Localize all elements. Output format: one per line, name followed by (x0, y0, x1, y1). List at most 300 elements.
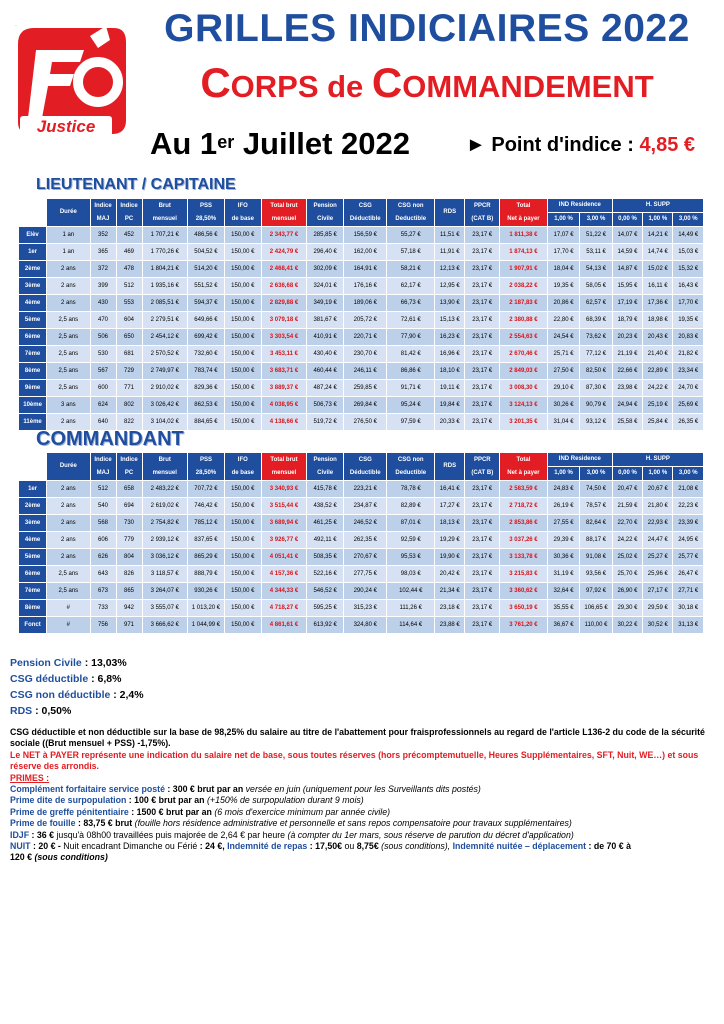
table-cell: 372 (90, 261, 116, 278)
lieutenant-header-csg-non: CSG non Deductible (387, 199, 435, 227)
table-cell: 1 an (47, 227, 90, 244)
table-cell: 23,17 € (465, 498, 500, 515)
table-cell: 259,85 € (344, 380, 387, 397)
table-cell: 276,50 € (344, 414, 387, 431)
commandant-corner (19, 453, 47, 481)
table-cell: 19,90 € (435, 549, 465, 566)
table-cell: 365 (90, 244, 116, 261)
table-cell: 23,17 € (465, 583, 500, 600)
table-cell: 2 853,86 € (500, 515, 548, 532)
table-cell: 3 650,19 € (500, 600, 548, 617)
commandant-header-indice-maj: Indice MAJ (90, 453, 116, 481)
table-cell: 884,65 € (188, 414, 225, 431)
table-cell: 826 (116, 566, 142, 583)
table-cell: 30,36 € (547, 549, 580, 566)
table-cell: 11,51 € (435, 227, 465, 244)
table-cell: 17,19 € (612, 295, 642, 312)
table-cell: 290,24 € (344, 583, 387, 600)
table-cell: 53,11 € (580, 244, 613, 261)
table-cell: 594,37 € (188, 295, 225, 312)
commandant-header-h1: 1,00 % (643, 467, 673, 481)
logo-fo-text: FO (15, 26, 17, 27)
commandant-header-duree: Durée (47, 453, 90, 481)
table-cell: 2 ans (47, 532, 90, 549)
table-row (19, 380, 704, 397)
table-cell: 802 (116, 397, 142, 414)
table-cell: 93,56 € (580, 566, 613, 583)
table-cell: 25,84 € (643, 414, 673, 431)
table-cell: 553 (116, 295, 142, 312)
table-cell: 26,90 € (612, 583, 642, 600)
table-cell: 30,52 € (643, 617, 673, 634)
table-cell: 20,67 € (643, 481, 673, 498)
commandant-header-res3: 3,00 % (580, 467, 613, 481)
lieutenant-header-csg: CSG Déductible (344, 199, 387, 227)
lieutenant-grid-table (18, 198, 704, 431)
commandant-header-ifo: IFO de base (224, 453, 261, 481)
prime-surpopulation: Prime dite de surpopulation : 100 € brut par an (+150% de surpopulation durant 9 mois) (10, 795, 364, 806)
commandant-header-csg-non: CSG non Deductible (387, 453, 435, 481)
table-cell: 82,50 € (580, 363, 613, 380)
table-cell: 3 201,35 € (500, 414, 548, 431)
table-cell: 15,02 € (643, 261, 673, 278)
table-cell: 18,04 € (547, 261, 580, 278)
table-cell: 729 (116, 363, 142, 380)
lieutenant-header-total-net: Total Net à payer (500, 199, 548, 227)
table-cell: # (47, 617, 90, 634)
table-cell: 730 (116, 515, 142, 532)
table-cell: 150,00 € (224, 346, 261, 363)
commandant-header-csg: CSG Déductible (344, 453, 387, 481)
table-cell: 23,17 € (465, 532, 500, 549)
commandant-header-ind-res: IND Residence (547, 453, 612, 467)
table-cell: 30,18 € (673, 600, 704, 617)
table-cell: 551,52 € (188, 278, 225, 295)
table-cell: 23,34 € (673, 363, 704, 380)
table-cell: 77,90 € (387, 329, 435, 346)
table-row (19, 261, 704, 278)
table-cell: 25,96 € (643, 566, 673, 583)
table-cell: 31,04 € (547, 414, 580, 431)
table-cell: 732,60 € (188, 346, 225, 363)
table-cell: 19,35 € (547, 278, 580, 295)
table-cell: 23,17 € (465, 397, 500, 414)
table-cell: 26,47 € (673, 566, 704, 583)
lieutenant-header-ppcr: PPCR (CAT B) (465, 199, 500, 227)
lieutenant-header-indice-maj: Indice MAJ (90, 199, 116, 227)
table-cell: 699,42 € (188, 329, 225, 346)
table-cell: 150,00 € (224, 329, 261, 346)
table-cell: 2 ans (47, 498, 90, 515)
table-cell: 21,34 € (435, 583, 465, 600)
table-row (19, 617, 704, 634)
table-cell: 804 (116, 549, 142, 566)
lieutenant-header-h3: 3,00 % (673, 213, 704, 227)
table-cell: 3 761,20 € (500, 617, 548, 634)
table-cell: 19,84 € (435, 397, 465, 414)
row-label: 8ème (19, 363, 47, 380)
table-cell: 74,50 € (580, 481, 613, 498)
table-cell: 1 707,21 € (142, 227, 188, 244)
lieutenant-header-brut: Brut mensuel (142, 199, 188, 227)
table-cell: 24,54 € (547, 329, 580, 346)
table-cell: 22,66 € (612, 363, 642, 380)
table-cell: 733 (90, 600, 116, 617)
table-cell: 478 (116, 261, 142, 278)
table-cell: 150,00 € (224, 481, 261, 498)
table-cell: 23,17 € (465, 481, 500, 498)
table-cell: 150,00 € (224, 363, 261, 380)
table-cell: 2 187,83 € (500, 295, 548, 312)
table-cell: 82,64 € (580, 515, 613, 532)
table-row (19, 295, 704, 312)
table-cell: 150,00 € (224, 397, 261, 414)
table-cell: 20,47 € (612, 481, 642, 498)
commandant-header-pss: PSS 28,50% (188, 453, 225, 481)
table-cell: 3 689,94 € (261, 515, 307, 532)
table-cell: 324,01 € (307, 278, 344, 295)
table-cell: 4 051,41 € (261, 549, 307, 566)
table-cell: 156,59 € (344, 227, 387, 244)
table-cell: 2 583,59 € (500, 481, 548, 498)
table-cell: 302,09 € (307, 261, 344, 278)
table-cell: 461,25 € (307, 515, 344, 532)
table-cell: 205,72 € (344, 312, 387, 329)
table-cell: 2 636,68 € (261, 278, 307, 295)
table-cell: 15,03 € (673, 244, 704, 261)
table-cell: 114,64 € (387, 617, 435, 634)
table-cell: 32,64 € (547, 583, 580, 600)
table-cell: 519,72 € (307, 414, 344, 431)
table-cell: 111,26 € (387, 600, 435, 617)
table-cell: 2 ans (47, 278, 90, 295)
table-cell: 16,43 € (673, 278, 704, 295)
table-cell: 595,25 € (307, 600, 344, 617)
row-label: 5ème (19, 312, 47, 329)
row-label: 2ème (19, 498, 47, 515)
table-cell: 78,78 € (387, 481, 435, 498)
lieutenant-corner (19, 199, 47, 227)
table-cell: 57,18 € (387, 244, 435, 261)
row-label: 11ème (19, 414, 47, 431)
table-cell: 189,06 € (344, 295, 387, 312)
table-row (19, 532, 704, 549)
table-cell: 888,79 € (188, 566, 225, 583)
commandant-header-total-brut: Total brut mensuel (261, 453, 307, 481)
table-cell: 783,74 € (188, 363, 225, 380)
table-row (19, 600, 704, 617)
table-cell: 2 570,52 € (142, 346, 188, 363)
table-cell: 324,80 € (344, 617, 387, 634)
row-label: 4ème (19, 295, 47, 312)
table-cell: 23,98 € (612, 380, 642, 397)
table-cell: 399 (90, 278, 116, 295)
table-cell: 23,17 € (465, 278, 500, 295)
table-cell: 220,71 € (344, 329, 387, 346)
table-cell: 2 619,02 € (142, 498, 188, 515)
table-cell: 102,44 € (387, 583, 435, 600)
commandant-header-h0: 0,00 % (612, 467, 642, 481)
table-cell: 25,58 € (612, 414, 642, 431)
table-cell: 865 (116, 583, 142, 600)
table-cell: 164,91 € (344, 261, 387, 278)
table-cell: 643 (90, 566, 116, 583)
table-cell: 73,62 € (580, 329, 613, 346)
table-cell: 3 264,07 € (142, 583, 188, 600)
primes-heading: PRIMES : (10, 772, 50, 783)
table-row (19, 498, 704, 515)
commandant-header-pension: Pension Civile (307, 453, 344, 481)
table-row (19, 227, 704, 244)
table-cell: 54,13 € (580, 261, 613, 278)
table-cell: 14,74 € (643, 244, 673, 261)
contribution-rates: Pension Civile : 13,03% CSG déductible : 6,8% CSG non déductible : 2,4% RDS : 0,50% (10, 657, 144, 717)
table-cell: 15,95 € (612, 278, 642, 295)
table-cell: 4 861,61 € (261, 617, 307, 634)
table-cell: 23,17 € (465, 346, 500, 363)
table-cell: 92,59 € (387, 532, 435, 549)
table-cell: 2 554,63 € (500, 329, 548, 346)
table-cell: 2 279,51 € (142, 312, 188, 329)
table-cell: 2 ans (47, 295, 90, 312)
table-cell: 21,40 € (643, 346, 673, 363)
table-cell: 15,13 € (435, 312, 465, 329)
table-cell: 649,66 € (188, 312, 225, 329)
table-cell: 512 (90, 481, 116, 498)
table-cell: 2 939,12 € (142, 532, 188, 549)
section-title-lieutenant: LIEUTENANT / CAPITAINE (36, 176, 236, 193)
table-cell: 18,10 € (435, 363, 465, 380)
table-cell: 19,29 € (435, 532, 465, 549)
table-cell: 110,00 € (580, 617, 613, 634)
table-cell: 91,08 € (580, 549, 613, 566)
table-cell: 508,35 € (307, 549, 344, 566)
row-label: Fonct (19, 617, 47, 634)
table-cell: 506 (90, 329, 116, 346)
table-cell: 530 (90, 346, 116, 363)
table-cell: 285,85 € (307, 227, 344, 244)
table-cell: 35,55 € (547, 600, 580, 617)
effective-date: Au 1er Juillet 2022 (150, 126, 410, 161)
table-cell: 352 (90, 227, 116, 244)
table-cell: 746,42 € (188, 498, 225, 515)
table-cell: 246,52 € (344, 515, 387, 532)
table-cell: 58,21 € (387, 261, 435, 278)
table-row (19, 312, 704, 329)
table-cell: 21,82 € (673, 346, 704, 363)
table-cell: 20,42 € (435, 566, 465, 583)
table-cell: 12,95 € (435, 278, 465, 295)
table-cell: 23,17 € (465, 295, 500, 312)
fo-justice-logo (14, 22, 128, 140)
table-cell: 1 770,26 € (142, 244, 188, 261)
table-cell: 681 (116, 346, 142, 363)
table-cell: 3 026,42 € (142, 397, 188, 414)
table-cell: 20,33 € (435, 414, 465, 431)
table-cell: 23,17 € (465, 600, 500, 617)
table-cell: 30,26 € (547, 397, 580, 414)
table-cell: 23,88 € (435, 617, 465, 634)
table-cell: 3 683,71 € (261, 363, 307, 380)
table-cell: 862,53 € (188, 397, 225, 414)
table-cell: 31,13 € (673, 617, 704, 634)
table-cell: 837,65 € (188, 532, 225, 549)
lieutenant-header-hsupp: H. SUPP (612, 199, 703, 213)
table-cell: 4 344,33 € (261, 583, 307, 600)
table-cell: 613,92 € (307, 617, 344, 634)
commandant-header-h3: 3,00 % (673, 467, 704, 481)
table-cell: 150,00 € (224, 583, 261, 600)
prime-nuit: NUIT : 20 € - Nuit encadrant Dimanche ou Férié : 24 €, Indemnité de repas : 17,50€ ou 8,75€ (sous conditions), Indemnité nuitée – déplacement : de 70 € à (10, 841, 632, 852)
table-cell: 785,12 € (188, 515, 225, 532)
table-cell: 95,24 € (387, 397, 435, 414)
table-cell: 78,57 € (580, 498, 613, 515)
table-cell: 29,30 € (612, 600, 642, 617)
table-cell: 13,90 € (435, 295, 465, 312)
table-cell: 23,17 € (465, 244, 500, 261)
row-label: 9ème (19, 380, 47, 397)
table-cell: 97,59 € (387, 414, 435, 431)
table-cell: 349,19 € (307, 295, 344, 312)
table-cell: 23,17 € (465, 515, 500, 532)
table-cell: 20,83 € (673, 329, 704, 346)
prime-nuit-suite: 120 € (sous conditions) (10, 852, 108, 863)
table-cell: 600 (90, 380, 116, 397)
table-cell: 150,00 € (224, 498, 261, 515)
table-cell: 21,80 € (643, 498, 673, 515)
table-row (19, 278, 704, 295)
table-cell: 17,70 € (547, 244, 580, 261)
table-cell: 24,22 € (643, 380, 673, 397)
table-cell: 17,27 € (435, 498, 465, 515)
table-cell: 25,19 € (643, 397, 673, 414)
table-cell: 487,24 € (307, 380, 344, 397)
table-cell: 23,17 € (465, 380, 500, 397)
table-cell: 150,00 € (224, 566, 261, 583)
table-cell: 1 an (47, 244, 90, 261)
table-cell: 22,23 € (673, 498, 704, 515)
lieutenant-header-ifo: IFO de base (224, 199, 261, 227)
table-cell: 26,35 € (673, 414, 704, 431)
table-cell: 14,07 € (612, 227, 642, 244)
table-cell: 3 666,62 € (142, 617, 188, 634)
table-cell: 150,00 € (224, 549, 261, 566)
table-cell: 3 515,44 € (261, 498, 307, 515)
table-cell: 2 910,02 € (142, 380, 188, 397)
table-cell: 150,00 € (224, 617, 261, 634)
prime-fouille: Prime de fouille : 83,75 € brut (fouille hors résidence administrative et personnelle et sans repos compensatoire pour travaux supplémentaires) (10, 818, 572, 829)
table-cell: 3 453,11 € (261, 346, 307, 363)
table-cell: 23,18 € (435, 600, 465, 617)
table-cell: 2 085,51 € (142, 295, 188, 312)
table-cell: 604 (116, 312, 142, 329)
table-cell: 27,71 € (673, 583, 704, 600)
table-cell: 2 ans (47, 549, 90, 566)
prime-greffe: Prime de greffe pénitentiaire : 1500 € brut par an (6 mois d'exercice minimum par année civile) (10, 806, 391, 817)
table-cell: 18,79 € (612, 312, 642, 329)
table-cell: 2,5 ans (47, 312, 90, 329)
lieutenant-header-rds: RDS (435, 199, 465, 227)
table-cell: 3 889,37 € (261, 380, 307, 397)
table-cell: 51,22 € (580, 227, 613, 244)
row-label: 1er (19, 244, 47, 261)
table-cell: 20,86 € (547, 295, 580, 312)
table-cell: 3 215,83 € (500, 566, 548, 583)
table-cell: 19,11 € (435, 380, 465, 397)
table-cell: 27,55 € (547, 515, 580, 532)
table-cell: 512 (116, 278, 142, 295)
lieutenant-header-h0: 0,00 % (612, 213, 642, 227)
table-cell: 31,19 € (547, 566, 580, 583)
table-cell: 23,17 € (465, 329, 500, 346)
table-cell: 27,50 € (547, 363, 580, 380)
table-row (19, 583, 704, 600)
table-cell: 150,00 € (224, 244, 261, 261)
commandant-header-hsupp: H. SUPP (612, 453, 703, 467)
table-cell: 2,5 ans (47, 346, 90, 363)
table-cell: 150,00 € (224, 515, 261, 532)
row-label: 2ème (19, 261, 47, 278)
table-cell: 17,07 € (547, 227, 580, 244)
table-cell: 26,19 € (547, 498, 580, 515)
table-cell: 2 468,41 € (261, 261, 307, 278)
commandant-header-ppcr: PPCR (CAT B) (465, 453, 500, 481)
table-cell: 2,5 ans (47, 566, 90, 583)
table-cell: 23,39 € (673, 515, 704, 532)
table-cell: 77,12 € (580, 346, 613, 363)
table-cell: 971 (116, 617, 142, 634)
table-cell: 21,59 € (612, 498, 642, 515)
table-cell: 246,11 € (344, 363, 387, 380)
table-cell: 162,00 € (344, 244, 387, 261)
table-cell: 673 (90, 583, 116, 600)
table-cell: 567 (90, 363, 116, 380)
table-cell: 430 (90, 295, 116, 312)
note-net-a-payer: Le NET à PAYER représente une indication du salaire net de base, sous toutes réserves (hors précomptemutuelle, Heures Supplémentaires, SFT, Nuit, WE…) et sous réserve des arrondis. (10, 749, 699, 772)
table-cell: 492,11 € (307, 532, 344, 549)
table-cell: 14,21 € (643, 227, 673, 244)
table-cell: 22,93 € (643, 515, 673, 532)
table-cell: 86,86 € (387, 363, 435, 380)
table-cell: 771 (116, 380, 142, 397)
table-cell: 522,16 € (307, 566, 344, 583)
table-cell: 20,23 € (612, 329, 642, 346)
table-cell: 29,10 € (547, 380, 580, 397)
table-cell: 430,40 € (307, 346, 344, 363)
table-cell: 1 874,13 € (500, 244, 548, 261)
table-cell: 2 343,77 € (261, 227, 307, 244)
table-cell: 640 (90, 414, 116, 431)
table-cell: 62,17 € (387, 278, 435, 295)
table-cell: 469 (116, 244, 142, 261)
table-cell: 16,96 € (435, 346, 465, 363)
table-cell: 93,12 € (580, 414, 613, 431)
table-cell: 2 754,82 € (142, 515, 188, 532)
table-cell: 23,17 € (465, 312, 500, 329)
commandant-grid-table (18, 452, 704, 634)
row-label: 6ème (19, 566, 47, 583)
table-cell: 98,03 € (387, 566, 435, 583)
row-label: 3ème (19, 278, 47, 295)
table-cell: 18,98 € (643, 312, 673, 329)
commandant-header-indice-pc: Indice PC (116, 453, 142, 481)
table-row (19, 549, 704, 566)
table-cell: 16,23 € (435, 329, 465, 346)
row-label: 10ème (19, 397, 47, 414)
table-cell: 3 303,54 € (261, 329, 307, 346)
table-cell: 452 (116, 227, 142, 244)
table-cell: 88,17 € (580, 532, 613, 549)
